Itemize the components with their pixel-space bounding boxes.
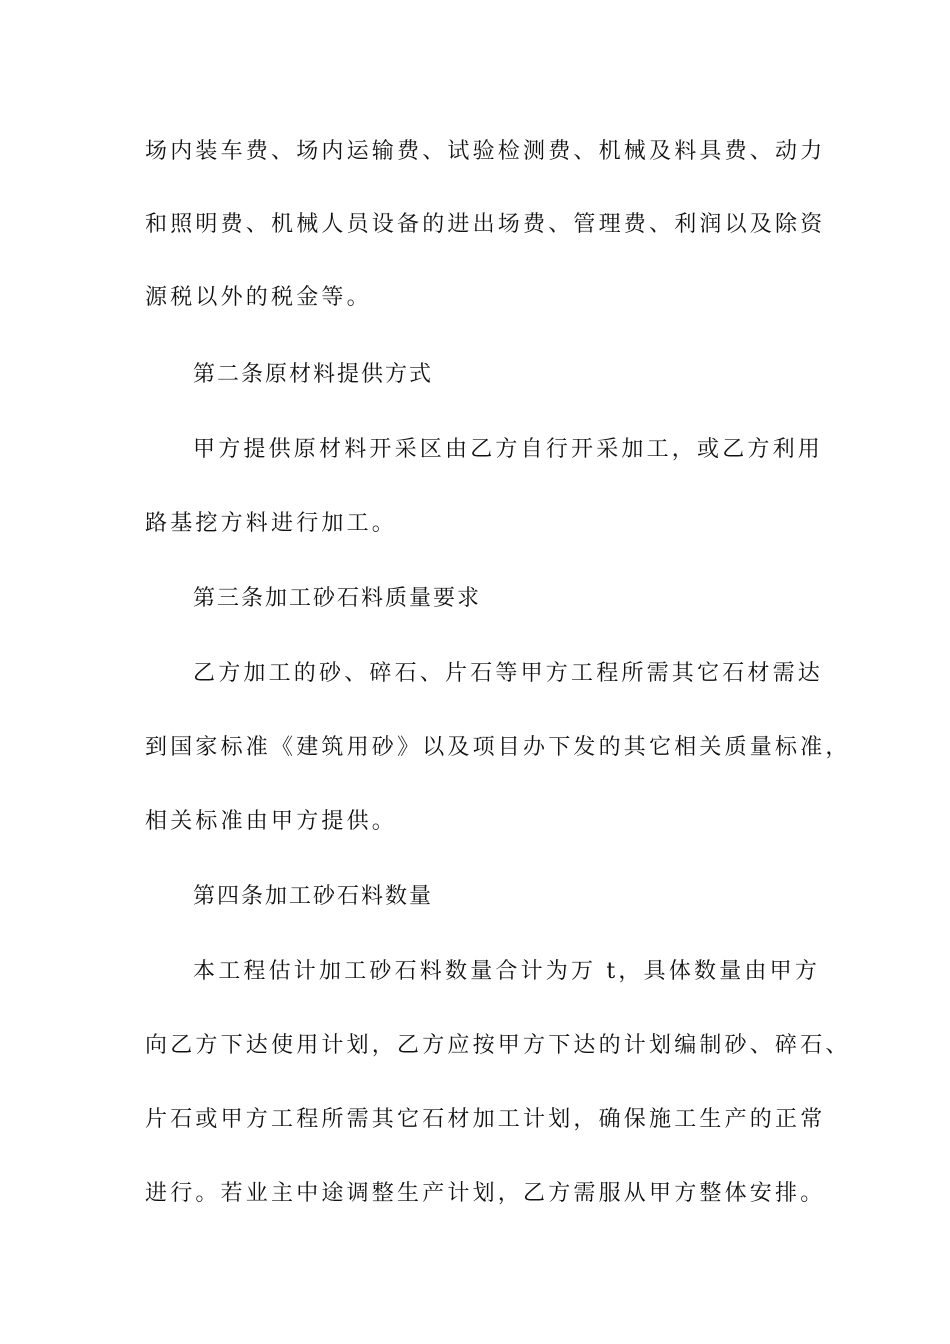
paragraph-line: 和照明费、机械人员设备的进出场费、管理费、利润以及除资 <box>145 212 826 237</box>
paragraph-line: 源税以外的税金等。 <box>145 285 372 310</box>
paragraph-line: 相关标准由甲方提供。 <box>145 809 398 834</box>
paragraph-line: 乙方加工的砂、碎石、片石等甲方工程所需其它石材需达 <box>193 661 824 686</box>
section-heading: 第二条原材料提供方式 <box>193 362 434 387</box>
section-heading: 第四条加工砂石料数量 <box>193 884 434 909</box>
paragraph-line: 向乙方下达使用计划，乙方应按甲方下达的计划编制砂、碎石、 <box>145 1033 851 1058</box>
paragraph-line: 场内装车费、场内运输费、试验检测费、机械及料具费、动力 <box>145 139 826 164</box>
paragraph-line: 路基挖方料进行加工。 <box>145 511 398 536</box>
paragraph-line: 到国家标准《建筑用砂》以及项目办下发的其它相关质量标准， <box>145 735 851 760</box>
paragraph-line: 片石或甲方工程所需其它石材加工计划，确保施工生产的正常 <box>145 1107 826 1132</box>
section-heading: 第三条加工砂石料质量要求 <box>193 586 482 611</box>
paragraph-line: 甲方提供原材料开采区由乙方自行开采加工，或乙方利用 <box>193 437 824 462</box>
paragraph-line: 进行。若业主中途调整生产计划，乙方需服从甲方整体安排。 <box>145 1181 826 1206</box>
paragraph-line: 本工程估计加工砂石料数量合计为万 t，具体数量由甲方 <box>193 959 821 984</box>
